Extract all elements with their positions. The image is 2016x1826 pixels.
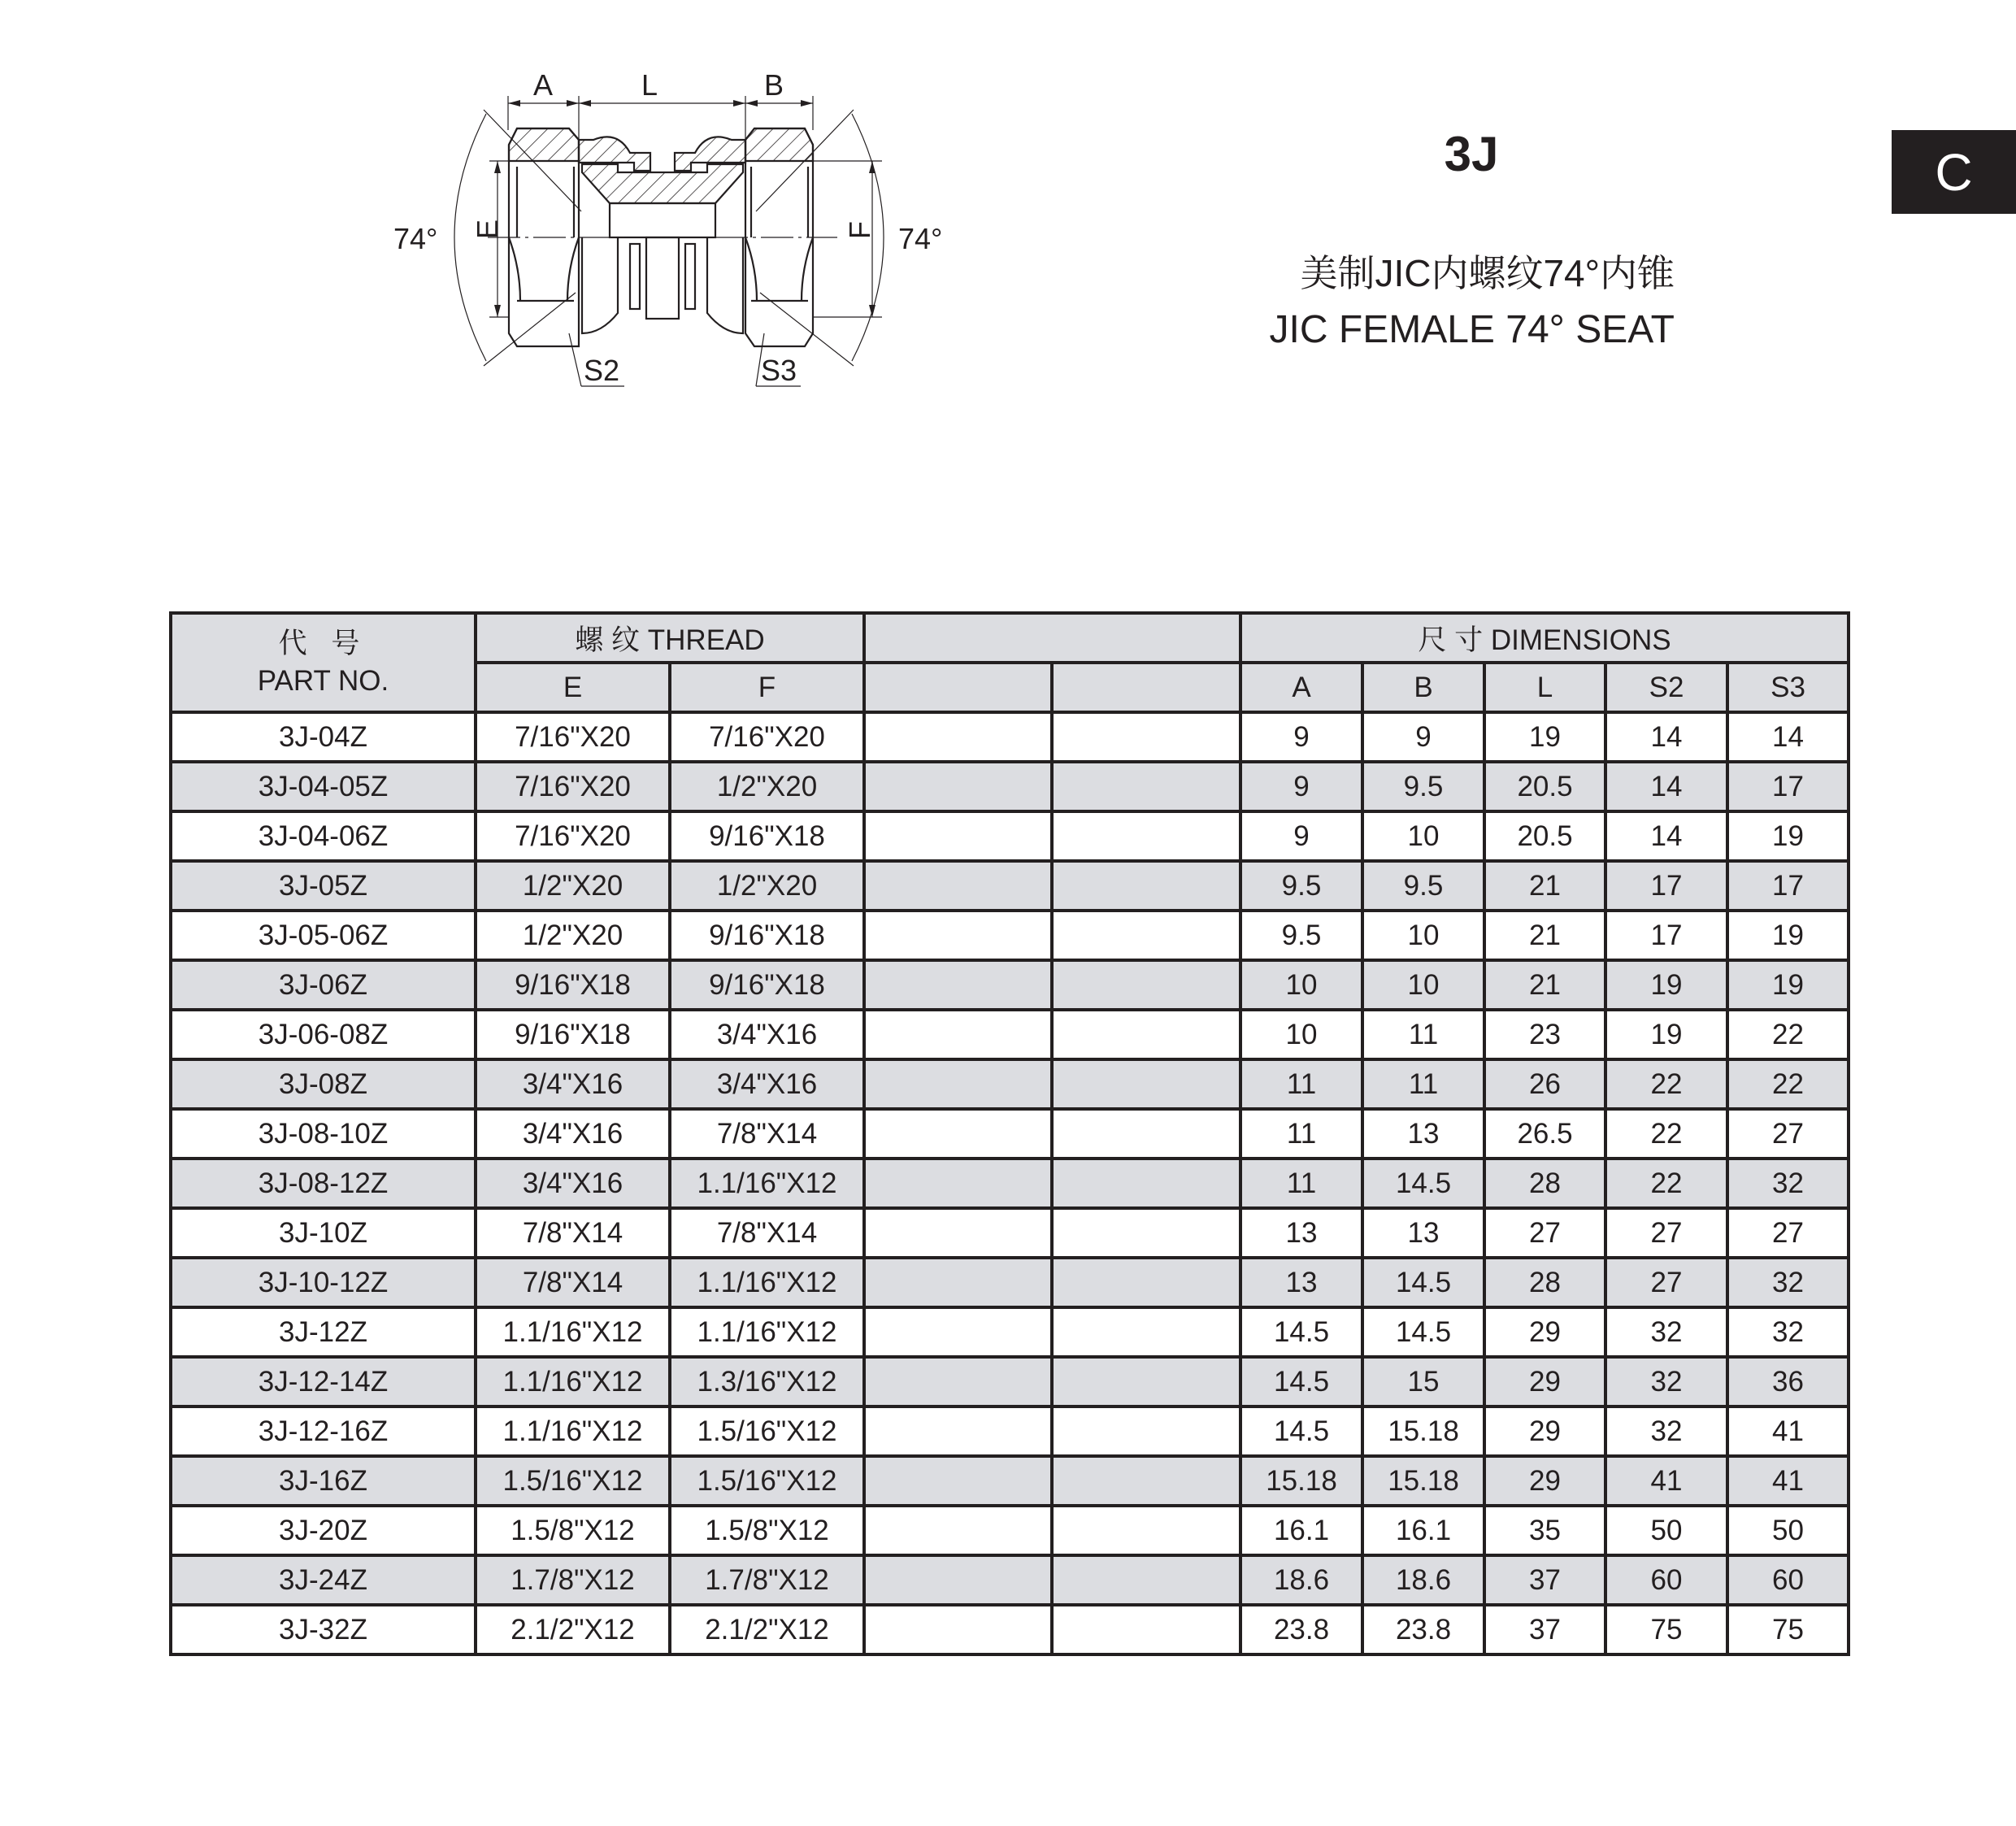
cell-l: 29: [1484, 1406, 1605, 1456]
cell-e: 3/4"X16: [476, 1059, 670, 1109]
header-col-b: B: [1362, 663, 1484, 712]
cell-l: 23: [1484, 1010, 1605, 1059]
cell-l: 29: [1484, 1456, 1605, 1506]
cell-blank: [864, 1109, 1052, 1159]
cell-e: 1/2"X20: [476, 911, 670, 960]
cell-b: 15: [1362, 1357, 1484, 1406]
header-part-no-cn: 代 号: [278, 628, 368, 659]
cell-s2: 22: [1605, 1159, 1727, 1208]
cell-a: 11: [1240, 1059, 1362, 1109]
cell-blank: [1052, 1357, 1240, 1406]
cell-a: 9.5: [1240, 911, 1362, 960]
cell-s2: 60: [1605, 1555, 1727, 1605]
table-body: [171, 712, 1849, 1654]
cell-part: 3J-24Z: [171, 1555, 476, 1605]
header-dimensions-group: 尺 寸 DIMENSIONS: [1240, 613, 1849, 663]
cell-part: 3J-04Z: [171, 712, 476, 762]
cell-l: 20.5: [1484, 811, 1605, 861]
cell-b: 10: [1362, 811, 1484, 861]
cell-blank: [864, 1456, 1052, 1506]
cell-blank: [1052, 1506, 1240, 1555]
cell-e: 2.1/2"X12: [476, 1605, 670, 1654]
table-row: [171, 1208, 1849, 1258]
cell-b: 10: [1362, 960, 1484, 1010]
cell-l: 21: [1484, 861, 1605, 911]
cell-part: 3J-06Z: [171, 960, 476, 1010]
cell-b: 14.5: [1362, 1258, 1484, 1307]
cell-e: 1.5/8"X12: [476, 1506, 670, 1555]
cell-blank: [864, 1059, 1052, 1109]
header-col-s3: S3: [1727, 663, 1849, 712]
cell-s3: 32: [1727, 1307, 1849, 1357]
cell-b: 9.5: [1362, 762, 1484, 811]
cell-f: 1.5/16"X12: [670, 1456, 864, 1506]
cell-b: 13: [1362, 1109, 1484, 1159]
header-col-e: E: [476, 663, 670, 712]
header-col-a: A: [1240, 663, 1362, 712]
cell-blank: [864, 1208, 1052, 1258]
cell-s2: 14: [1605, 762, 1727, 811]
table-row: [171, 1357, 1849, 1406]
dim-label-e: E: [471, 219, 504, 239]
table-row: [171, 712, 1849, 762]
cell-f: 7/16"X20: [670, 712, 864, 762]
cell-blank: [1052, 1159, 1240, 1208]
cell-a: 11: [1240, 1159, 1362, 1208]
cell-s3: 19: [1727, 960, 1849, 1010]
angle-label-right: 74°: [898, 222, 943, 255]
cell-blank: [1052, 1010, 1240, 1059]
cell-s2: 27: [1605, 1208, 1727, 1258]
cell-s2: 17: [1605, 911, 1727, 960]
cell-s3: 41: [1727, 1456, 1849, 1506]
cell-blank: [864, 1555, 1052, 1605]
cell-l: 20.5: [1484, 762, 1605, 811]
cell-a: 14.5: [1240, 1357, 1362, 1406]
cell-e: 7/8"X14: [476, 1258, 670, 1307]
cell-blank: [1052, 1109, 1240, 1159]
cell-b: 14.5: [1362, 1159, 1484, 1208]
cell-f: 1.1/16"X12: [670, 1307, 864, 1357]
cell-s3: 14: [1727, 712, 1849, 762]
cell-f: 1.5/16"X12: [670, 1406, 864, 1456]
cell-l: 29: [1484, 1357, 1605, 1406]
header-col-f: F: [670, 663, 864, 712]
cell-s3: 22: [1727, 1059, 1849, 1109]
cell-blank: [864, 1605, 1052, 1654]
cell-b: 11: [1362, 1010, 1484, 1059]
cell-s3: 19: [1727, 911, 1849, 960]
cell-part: 3J-06-08Z: [171, 1010, 476, 1059]
cell-f: 3/4"X16: [670, 1059, 864, 1109]
cell-b: 10: [1362, 911, 1484, 960]
cell-s3: 36: [1727, 1357, 1849, 1406]
cell-l: 26.5: [1484, 1109, 1605, 1159]
cell-f: 1/2"X20: [670, 762, 864, 811]
cell-s2: 17: [1605, 861, 1727, 911]
cell-l: 21: [1484, 911, 1605, 960]
cell-a: 15.18: [1240, 1456, 1362, 1506]
cell-l: 27: [1484, 1208, 1605, 1258]
table-row: [171, 1010, 1849, 1059]
cell-blank: [1052, 1307, 1240, 1357]
table-row: [171, 762, 1849, 811]
cell-a: 9: [1240, 762, 1362, 811]
cell-part: 3J-12-16Z: [171, 1406, 476, 1456]
cell-blank: [864, 960, 1052, 1010]
dim-label-l: L: [641, 68, 658, 102]
cell-s2: 19: [1605, 960, 1727, 1010]
header-col-blank2: [1052, 663, 1240, 712]
cell-blank: [1052, 712, 1240, 762]
cell-blank: [864, 762, 1052, 811]
table-row: [171, 811, 1849, 861]
cell-s3: 60: [1727, 1555, 1849, 1605]
dim-label-a: A: [533, 68, 554, 102]
cell-s3: 22: [1727, 1010, 1849, 1059]
cell-s3: 27: [1727, 1109, 1849, 1159]
cell-a: 13: [1240, 1258, 1362, 1307]
cell-blank: [864, 1406, 1052, 1456]
cell-blank: [1052, 911, 1240, 960]
table-row: [171, 1159, 1849, 1208]
cell-e: 1.1/16"X12: [476, 1406, 670, 1456]
cell-s2: 32: [1605, 1406, 1727, 1456]
cell-f: 9/16"X18: [670, 960, 864, 1010]
cell-s2: 75: [1605, 1605, 1727, 1654]
table-row: [171, 1258, 1849, 1307]
cell-blank: [864, 1307, 1052, 1357]
cell-e: 1.1/16"X12: [476, 1307, 670, 1357]
cell-part: 3J-10-12Z: [171, 1258, 476, 1307]
cell-s3: 75: [1727, 1605, 1849, 1654]
cell-part: 3J-05-06Z: [171, 911, 476, 960]
dim-label-s2: S2: [584, 354, 620, 387]
cell-e: 1.7/8"X12: [476, 1555, 670, 1605]
cell-part: 3J-08-10Z: [171, 1109, 476, 1159]
dim-label-b: B: [764, 68, 784, 102]
title-chinese: 美制JIC内螺纹74°内锥: [1300, 252, 1675, 294]
cell-blank: [864, 811, 1052, 861]
cell-blank: [864, 861, 1052, 911]
cell-a: 9: [1240, 811, 1362, 861]
cell-blank: [1052, 1059, 1240, 1109]
cell-f: 7/8"X14: [670, 1109, 864, 1159]
cell-b: 9: [1362, 712, 1484, 762]
cell-a: 10: [1240, 960, 1362, 1010]
cell-s3: 32: [1727, 1159, 1849, 1208]
cell-blank: [864, 1506, 1052, 1555]
cell-e: 7/16"X20: [476, 811, 670, 861]
cell-part: 3J-32Z: [171, 1605, 476, 1654]
cell-b: 13: [1362, 1208, 1484, 1258]
cell-a: 10: [1240, 1010, 1362, 1059]
cell-part: 3J-12Z: [171, 1307, 476, 1357]
cell-blank: [1052, 960, 1240, 1010]
cell-f: 3/4"X16: [670, 1010, 864, 1059]
dim-label-s3: S3: [761, 354, 797, 387]
cell-f: 1/2"X20: [670, 861, 864, 911]
cell-e: 7/16"X20: [476, 762, 670, 811]
cell-part: 3J-16Z: [171, 1456, 476, 1506]
cell-b: 18.6: [1362, 1555, 1484, 1605]
cell-blank: [864, 1258, 1052, 1307]
cell-s2: 22: [1605, 1059, 1727, 1109]
header-thread-group: 螺 纹 THREAD: [476, 613, 864, 663]
cell-f: 1.7/8"X12: [670, 1555, 864, 1605]
cell-l: 37: [1484, 1555, 1605, 1605]
cell-blank: [864, 1357, 1052, 1406]
table-row: [171, 911, 1849, 960]
header-col-s2: S2: [1605, 663, 1727, 712]
cell-l: 26: [1484, 1059, 1605, 1109]
table-row: [171, 1456, 1849, 1506]
cell-b: 9.5: [1362, 861, 1484, 911]
cell-s2: 41: [1605, 1456, 1727, 1506]
cell-l: 35: [1484, 1506, 1605, 1555]
table-row: [171, 1109, 1849, 1159]
cell-s2: 50: [1605, 1506, 1727, 1555]
cell-b: 15.18: [1362, 1406, 1484, 1456]
cell-s3: 17: [1727, 861, 1849, 911]
cell-part: 3J-05Z: [171, 861, 476, 911]
fitting-technical-drawing: [382, 57, 951, 415]
title-english: JIC FEMALE 74° SEAT: [1269, 308, 1675, 351]
cell-part: 3J-04-06Z: [171, 811, 476, 861]
header-blank-group: [864, 613, 1240, 663]
header-part-no: [171, 613, 476, 712]
cell-a: 9.5: [1240, 861, 1362, 911]
cell-f: 7/8"X14: [670, 1208, 864, 1258]
cell-s2: 27: [1605, 1258, 1727, 1307]
cell-a: 11: [1240, 1109, 1362, 1159]
cell-s2: 32: [1605, 1357, 1727, 1406]
cell-blank: [864, 911, 1052, 960]
header-part-no-en: PART NO.: [257, 665, 389, 697]
cell-blank: [864, 1159, 1052, 1208]
cell-s3: 32: [1727, 1258, 1849, 1307]
cell-s3: 19: [1727, 811, 1849, 861]
header-col-l: L: [1484, 663, 1605, 712]
cell-blank: [1052, 1456, 1240, 1506]
cell-a: 14.5: [1240, 1307, 1362, 1357]
cell-s2: 19: [1605, 1010, 1727, 1059]
cell-e: 3/4"X16: [476, 1159, 670, 1208]
dim-label-f: F: [843, 221, 876, 239]
cell-s3: 27: [1727, 1208, 1849, 1258]
cell-s3: 50: [1727, 1506, 1849, 1555]
cell-a: 23.8: [1240, 1605, 1362, 1654]
cell-blank: [1052, 811, 1240, 861]
cell-l: 21: [1484, 960, 1605, 1010]
angle-label-left: 74°: [393, 222, 438, 255]
cell-f: 9/16"X18: [670, 811, 864, 861]
cell-e: 1.5/16"X12: [476, 1456, 670, 1506]
cell-f: 1.5/8"X12: [670, 1506, 864, 1555]
cell-blank: [864, 1010, 1052, 1059]
cell-l: 19: [1484, 712, 1605, 762]
cell-f: 9/16"X18: [670, 911, 864, 960]
cell-part: 3J-04-05Z: [171, 762, 476, 811]
cell-part: 3J-20Z: [171, 1506, 476, 1555]
cell-l: 37: [1484, 1605, 1605, 1654]
cell-blank: [864, 712, 1052, 762]
cell-s2: 22: [1605, 1109, 1727, 1159]
cell-part: 3J-10Z: [171, 1208, 476, 1258]
cell-blank: [1052, 1406, 1240, 1456]
cell-blank: [1052, 1605, 1240, 1654]
section-tab-c: [1892, 130, 2016, 214]
cell-s3: 17: [1727, 762, 1849, 811]
table-row: [171, 1555, 1849, 1605]
cell-part: 3J-08-12Z: [171, 1159, 476, 1208]
cell-b: 23.8: [1362, 1605, 1484, 1654]
cell-part: 3J-12-14Z: [171, 1357, 476, 1406]
spec-table: [169, 611, 1850, 1656]
cell-s2: 14: [1605, 811, 1727, 861]
cell-blank: [1052, 1258, 1240, 1307]
cell-blank: [1052, 861, 1240, 911]
header-col-blank1: [864, 663, 1052, 712]
cell-blank: [1052, 1555, 1240, 1605]
cell-e: 1/2"X20: [476, 861, 670, 911]
cell-f: 1.1/16"X12: [670, 1258, 864, 1307]
table-row: [171, 861, 1849, 911]
cell-l: 29: [1484, 1307, 1605, 1357]
section-tab-label: C: [1935, 142, 1973, 202]
cell-l: 28: [1484, 1159, 1605, 1208]
cell-e: 7/8"X14: [476, 1208, 670, 1258]
cell-part: 3J-08Z: [171, 1059, 476, 1109]
cell-e: 9/16"X18: [476, 1010, 670, 1059]
cell-a: 13: [1240, 1208, 1362, 1258]
cell-b: 16.1: [1362, 1506, 1484, 1555]
cell-a: 14.5: [1240, 1406, 1362, 1456]
cell-l: 28: [1484, 1258, 1605, 1307]
table-row: [171, 1406, 1849, 1456]
cell-a: 9: [1240, 712, 1362, 762]
cell-f: 1.3/16"X12: [670, 1357, 864, 1406]
cell-b: 14.5: [1362, 1307, 1484, 1357]
cell-b: 11: [1362, 1059, 1484, 1109]
table-row: [171, 1605, 1849, 1654]
cell-e: 3/4"X16: [476, 1109, 670, 1159]
cell-f: 2.1/2"X12: [670, 1605, 864, 1654]
cell-a: 18.6: [1240, 1555, 1362, 1605]
cell-s2: 32: [1605, 1307, 1727, 1357]
cell-e: 1.1/16"X12: [476, 1357, 670, 1406]
model-code: 3J: [1444, 127, 1499, 181]
cell-a: 16.1: [1240, 1506, 1362, 1555]
cell-e: 7/16"X20: [476, 712, 670, 762]
cell-s2: 14: [1605, 712, 1727, 762]
cell-blank: [1052, 762, 1240, 811]
table-row: [171, 1059, 1849, 1109]
table-row: [171, 960, 1849, 1010]
cell-b: 15.18: [1362, 1456, 1484, 1506]
cell-f: 1.1/16"X12: [670, 1159, 864, 1208]
table-row: [171, 1506, 1849, 1555]
cell-blank: [1052, 1208, 1240, 1258]
table-row: [171, 1307, 1849, 1357]
cell-s3: 41: [1727, 1406, 1849, 1456]
cell-e: 9/16"X18: [476, 960, 670, 1010]
